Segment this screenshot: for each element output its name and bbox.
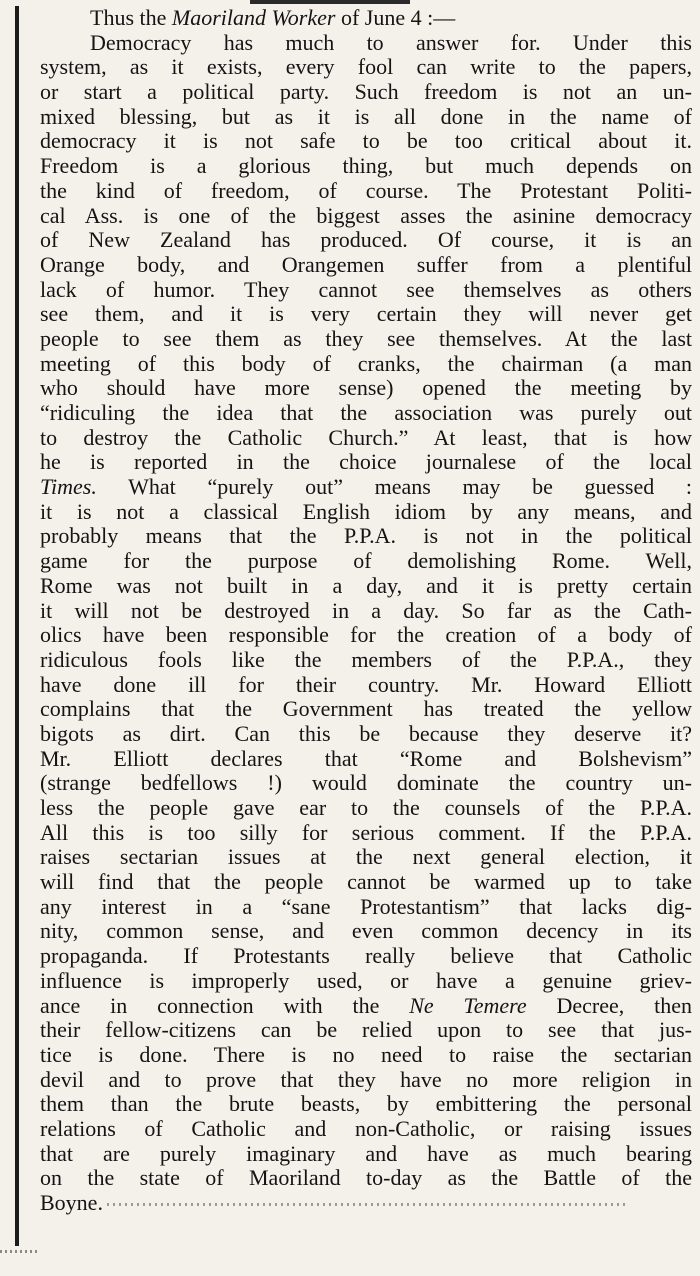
text-line: have done ill for their country. Mr. Howard Elliott [40,672,692,697]
text-line: devil and to prove that they have no more religion in [40,1067,692,1092]
text-line: Freedom is a glorious thing, but much depends on [40,154,692,179]
print-speckle [0,1250,38,1253]
text-line: olics have been responsible for the creation of a body of [40,623,692,648]
newspaper-title: Times. [40,475,97,500]
text-line: who should have more sense) opened the meeting by [40,376,692,401]
column-rule [15,6,19,1246]
text-line: the kind of freedom, of course. The Protestant Politi- [40,178,692,203]
text-line: ance in connection with the Ne Temere Decree, then [40,993,692,1018]
text-line: to destroy the Catholic Church.” At least, that is how [40,425,692,450]
text-line: system, as it exists, every fool can write to the papers, [40,55,692,80]
text-line: Mr. Elliott declares that “Rome and Bolshevism” [40,746,692,771]
text-line: mixed blessing, but as it is all done in the name of [40,104,692,129]
text-line: (strange bedfellows !) would dominate the country un- [40,771,692,796]
text-line: it is not a classical English idiom by any means, and [40,499,692,524]
text-line: that are purely imaginary and have as much bearing [40,1141,692,1166]
intro-line [40,6,692,31]
text-line: their fellow-citizens can be relied upon to see that jus- [40,1018,692,1043]
closing-line [40,1191,692,1216]
dotted-rule [107,1203,627,1206]
text-line: Orange body, and Orangemen suffer from a plentiful [40,252,692,277]
text-line: less the people gave ear to the counsels of the P.P.A. [40,796,692,820]
text-line: All this is too silly for serious comment. If the P.P.A. [40,820,692,845]
text-line: relations of Catholic and non-Catholic, or raising issues [40,1116,692,1141]
text-line: meeting of this body of cranks, the chairman (a man [40,351,692,376]
text-line: or start a political party. Such freedom is not an un- [40,80,692,105]
text-line: people to see them as they see themselves. At the last [40,326,692,351]
text-line: Times. What “purely out” means may be guessed : [40,475,692,500]
intro-suffix: of June 4 :— [335,6,456,30]
article-body [40,6,692,1216]
text-line: cal Ass. is one of the biggest asses the asinine democracy [40,203,692,228]
text-line: “ridiculing the idea that the association was purely out [40,401,692,425]
publication-name: Maoriland Worker [171,6,336,30]
text-line: game for the purpose of demolishing Rome. Well, [40,549,692,574]
text-line: influence is improperly used, or have a genuine griev- [40,968,692,993]
text-line: on the state of Maoriland to-day as the Battle of the [40,1166,692,1191]
text-line: any interest in a “sane Protestantism” that lacks dig- [40,894,692,919]
text-line: see them, and it is very certain they will never get [40,302,692,327]
decree-name: Ne Temere [409,993,527,1018]
text-line: Rome was not built in a day, and it is pretty certain [40,573,692,598]
text-line: will find that the people cannot be warmed up to take [40,870,692,895]
text-line: propaganda. If Protestants really believe that Catholic [40,944,692,969]
text-line: it will not be destroyed in a day. So far as the Cath- [40,598,692,623]
text-line: raises sectarian issues at the next general election, it [40,845,692,870]
text-line: of New Zealand has produced. Of course, it is an [40,228,692,253]
text-line: probably means that the P.P.A. is not in the political [40,524,692,549]
intro-prefix: Thus the [90,6,172,30]
text-line: tice is done. There is no need to raise the sectarian [40,1042,692,1067]
text-line: nity, common sense, and even common decency in its [40,919,692,944]
text-line: he is reported in the choice journalese of the local [40,450,692,475]
text-line: bigots as dirt. Can this be because they deserve it? [40,721,692,746]
text-line: Democracy has much to answer for. Under this [90,30,692,55]
text-line: ridiculous fools like the members of the P.P.A., they [40,647,692,672]
text-line: them than the brute beasts, by embittering the personal [40,1092,692,1117]
text-line: lack of humor. They cannot see themselves as others [40,277,692,302]
closing-word: Boyne. [40,1191,103,1215]
top-rule [250,0,410,4]
text-line: complains that the Government has treated the yellow [40,697,692,722]
text-line: democracy it is not safe to be too critical about it. [40,129,692,154]
